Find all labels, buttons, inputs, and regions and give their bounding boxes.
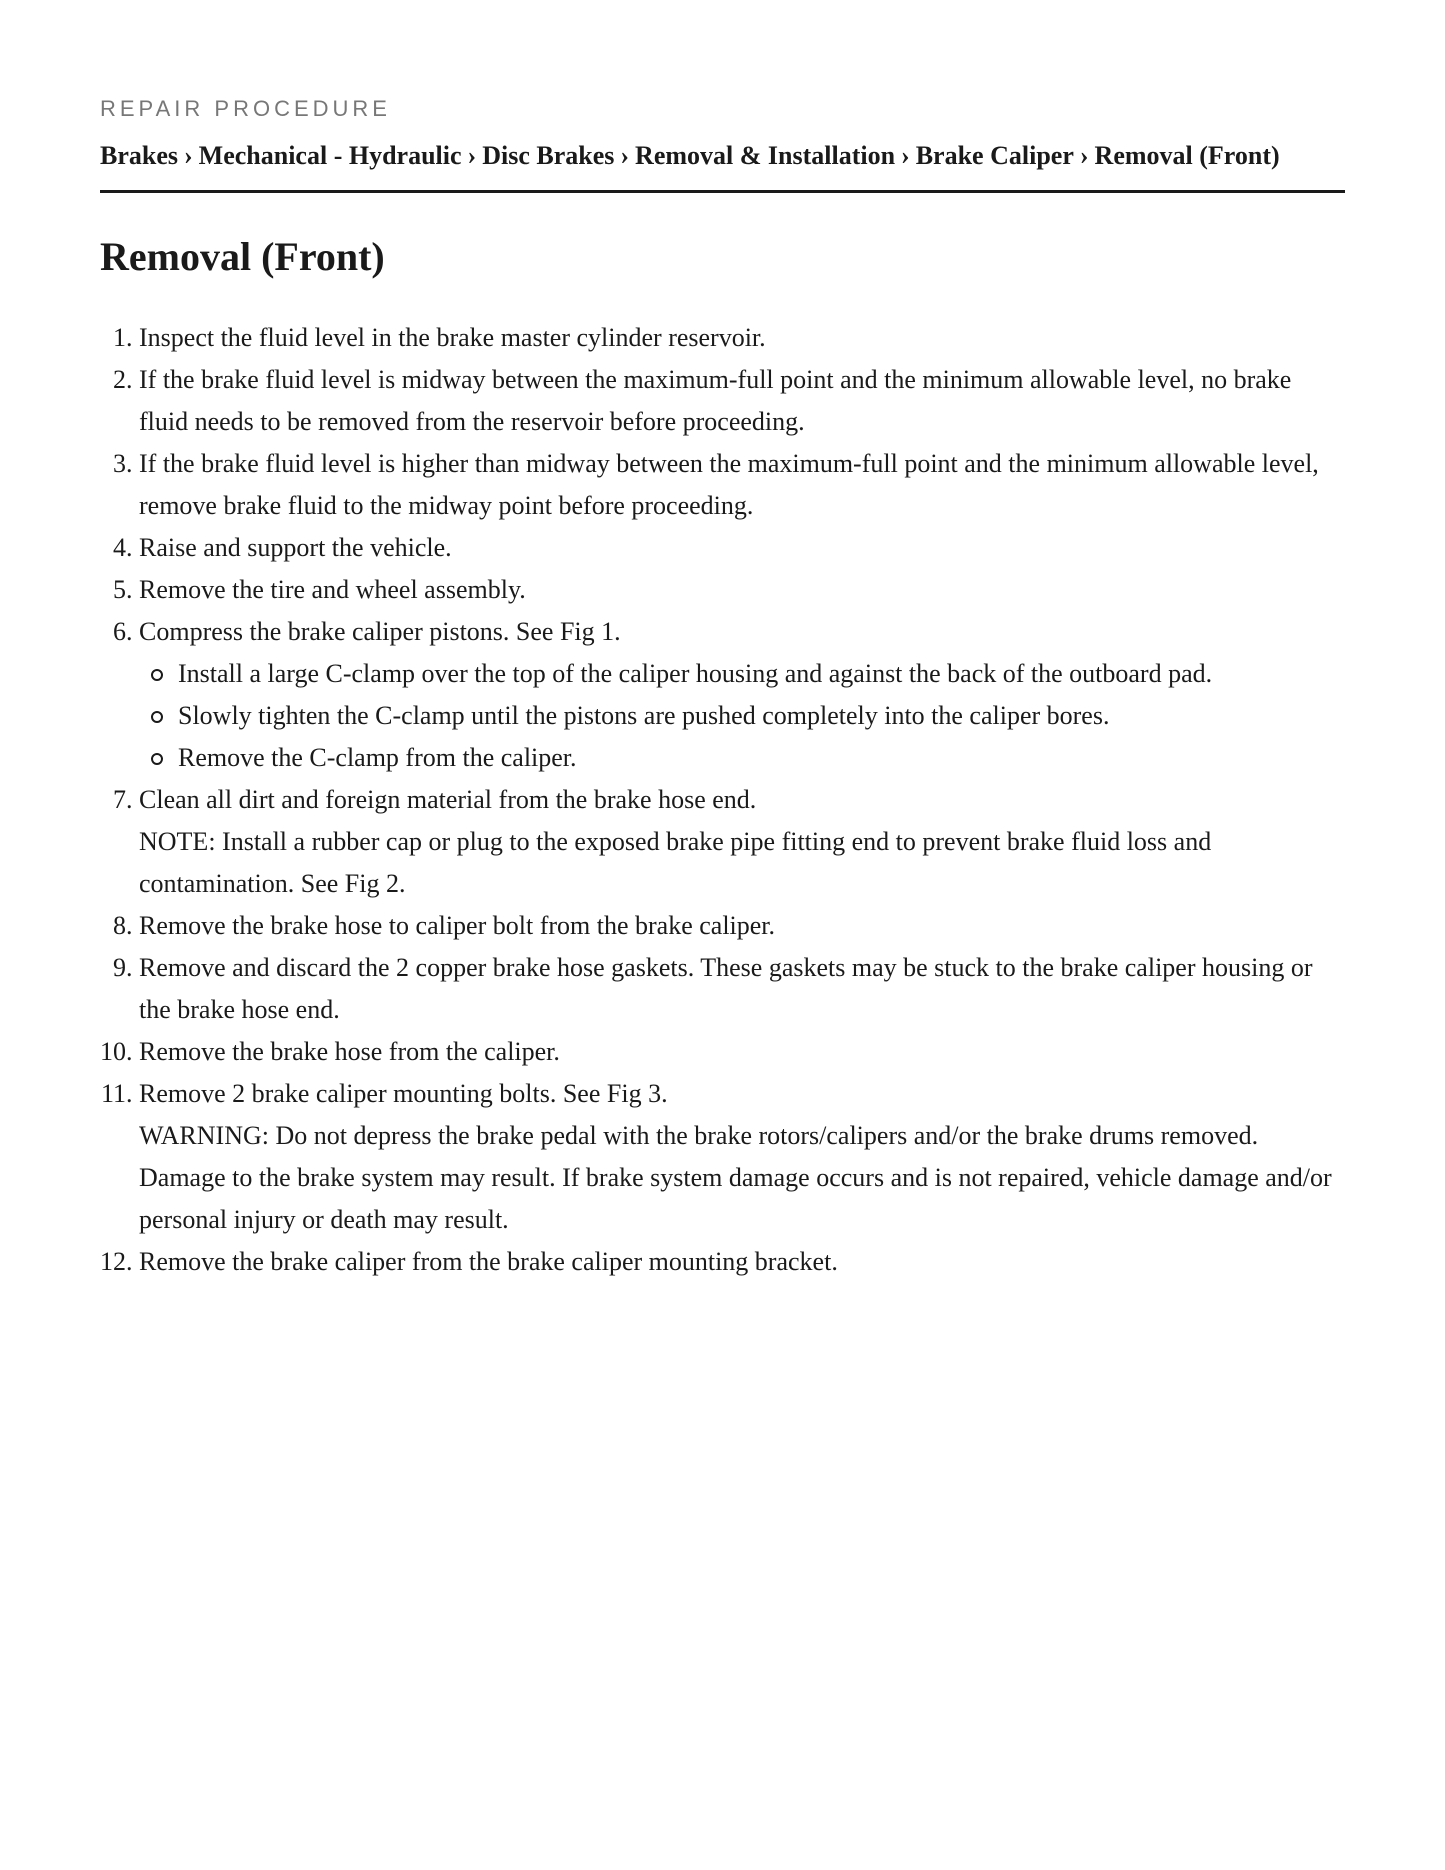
substep-item: Remove the C-clamp from the caliper. [178,737,1345,779]
step-text: Clean all dirt and foreign material from the brake hose end. [139,785,757,814]
substep-item: Install a large C-clamp over the top of the caliper housing and against the back of the outboard pad. [178,653,1345,695]
step-text: Inspect the fluid level in the brake master cylinder reservoir. [139,323,766,352]
breadcrumb-separator: › [467,141,477,170]
step-text: Remove the brake hose from the caliper. [139,1037,560,1066]
section-kicker: REPAIR PROCEDURE [100,96,391,121]
step-item [139,359,1345,443]
step-text: Remove and discard the 2 copper brake hose gaskets. These gaskets may be stuck to the brake caliper housing or the brake hose end. [139,953,1313,1024]
breadcrumb-item-brake-caliper[interactable]: Brake Caliper [915,141,1074,170]
substep-item: Slowly tighten the C-clamp until the pistons are pushed completely into the caliper bores. [178,695,1345,737]
step-item [139,1073,1345,1241]
breadcrumb-item-mechanical-hydraulic[interactable]: Mechanical - Hydraulic [198,141,462,170]
breadcrumb-item-disc-brakes[interactable]: Disc Brakes [482,141,615,170]
breadcrumb-separator: › [620,141,630,170]
header-divider [100,190,1345,193]
step-text: If the brake fluid level is higher than midway between the maximum-full point and the minimum allowable level, remove brake fluid to the midway point before proceeding. [139,449,1319,520]
page-title: Removal (Front) [100,234,385,279]
step-item [139,1241,1345,1283]
step-item [139,317,1345,359]
step-item [139,947,1345,1031]
step-text: Remove 2 brake caliper mounting bolts. See Fig 3. [139,1079,668,1108]
step-text: Raise and support the vehicle. [139,533,452,562]
step-item [139,443,1345,527]
step-item [139,527,1345,569]
breadcrumb-separator: › [184,141,193,170]
breadcrumb-separator: › [901,141,910,170]
step-warning: WARNING: Do not depress the brake pedal with the brake rotors/calipers and/or the brake drums removed. Damage to the brake system may result. If brake system damage occurs and is not repaired, vehicle damage and/or personal injury or death may result. [139,1121,1332,1234]
step-item [139,905,1345,947]
step-text: Remove the tire and wheel assembly. [139,575,526,604]
procedure-steps [100,317,1345,1283]
substep-list [139,653,1345,779]
step-item [139,779,1345,905]
step-text: Remove the brake hose to caliper bolt from the brake caliper. [139,911,776,940]
breadcrumb-item-current: Removal (Front) [1094,141,1280,170]
step-item [139,611,1345,779]
step-item [139,1031,1345,1073]
step-item [139,569,1345,611]
step-text: If the brake fluid level is midway between the maximum-full point and the minimum allowable level, no brake fluid needs to be removed from the reservoir before proceeding. [139,365,1292,436]
breadcrumb-item-removal-installation[interactable]: Removal & Installation [635,141,896,170]
breadcrumb [100,139,1345,173]
breadcrumb-item-brakes[interactable]: Brakes [100,141,178,170]
step-text: Remove the brake caliper from the brake caliper mounting bracket. [139,1247,838,1276]
step-note: NOTE: Install a rubber cap or plug to the exposed brake pipe fitting end to prevent brake fluid loss and contamination. See Fig 2. [139,827,1212,898]
step-text: Compress the brake caliper pistons. See Fig 1. [139,617,621,646]
breadcrumb-separator: › [1079,141,1089,170]
